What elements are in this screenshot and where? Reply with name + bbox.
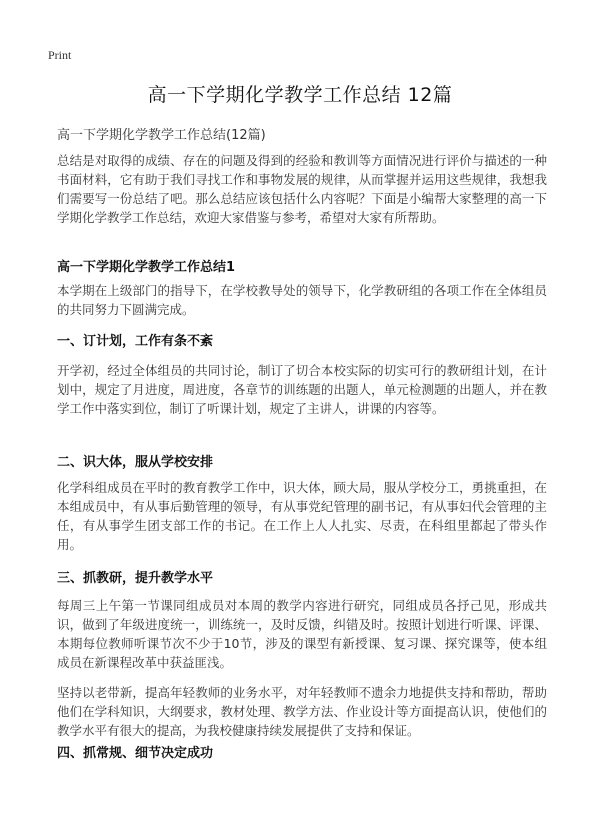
sub-heading: 一、订计划，工作有条不紊 xyxy=(57,334,214,349)
body-paragraph: 坚持以老带新，提高年轻教师的业务水平，对年轻教师不遗余力地提供支持和帮助，帮助他们在学科知识，大纲要求，教材处理、教学方法、作业设计等方面提高认识，使他们的教学水平有很大的提高，为我校健康持续发展提供了支持和保证。 xyxy=(57,685,547,738)
sub-heading: 三、抓教研，提升教学水平 xyxy=(57,571,214,586)
document-title: 高一下学期化学教学工作总结 12篇 xyxy=(147,84,453,106)
sub-heading: 四、抓常规、细节决定成功 xyxy=(57,746,214,761)
body-paragraph: 开学初，经过全体组员的共同讨论，制订了切合本校实际的切实可行的教研组计划，在计划中，规定了月进度，周进度，各章节的训练题的出题人，单元检测题的出题人，并在教学工作中落实到位，制订了听课计划，规定了主讲人，讲课的内容等。 xyxy=(57,363,547,416)
section-heading: 高一下学期化学教学工作总结1 xyxy=(57,260,236,275)
body-paragraph: 本学期在上级部门的指导下，在学校教导处的领导下，化学教研组的各项工作在全体组员的共同努力下圆满完成。 xyxy=(57,283,547,317)
body-paragraph: 化学科组成员在平时的教育教学工作中，识大体，顾大局，服从学校分工，勇挑重担，在本组成员中，有从事后勤管理的领导，有从事党纪管理的副书记，有从事妇代会管理的主任，有从事学生团支部工作的书记。在工作上人人扎实、尽责，在科组里都起了带头作用。 xyxy=(57,480,547,552)
document-subtitle: 高一下学期化学教学工作总结(12篇) xyxy=(57,128,266,143)
body-paragraph: 每周三上午第一节课同组成员对本周的教学内容进行研究，同组成员各抒己见，形成共识，做到了年级进度统一，训练统一，及时反馈，纠错及时。按照计划进行听课、评课、本期每位教师听课节次不少于10节，涉及的课型有新授课、复习课、探究课等，使本组成员在新课程改革中获益匪浅。 xyxy=(57,598,547,670)
intro-paragraph: 总结是对取得的成绩、存在的问题及得到的经验和教训等方面情况进行评价与描述的一种书面材料，它有助于我们寻找工作和事物发展的规律，从而掌握并运用这些规律，我想我们需要写一份总结了吧。那么总结应该包括什么内容呢？下面是小编帮大家整理的高一下学期化学教学工作总结，欢迎大家借鉴与参考，希望对大家有所帮助。 xyxy=(57,153,547,225)
print-label[interactable]: Print xyxy=(48,48,72,62)
sub-heading: 二、识大体，服从学校安排 xyxy=(57,455,214,470)
